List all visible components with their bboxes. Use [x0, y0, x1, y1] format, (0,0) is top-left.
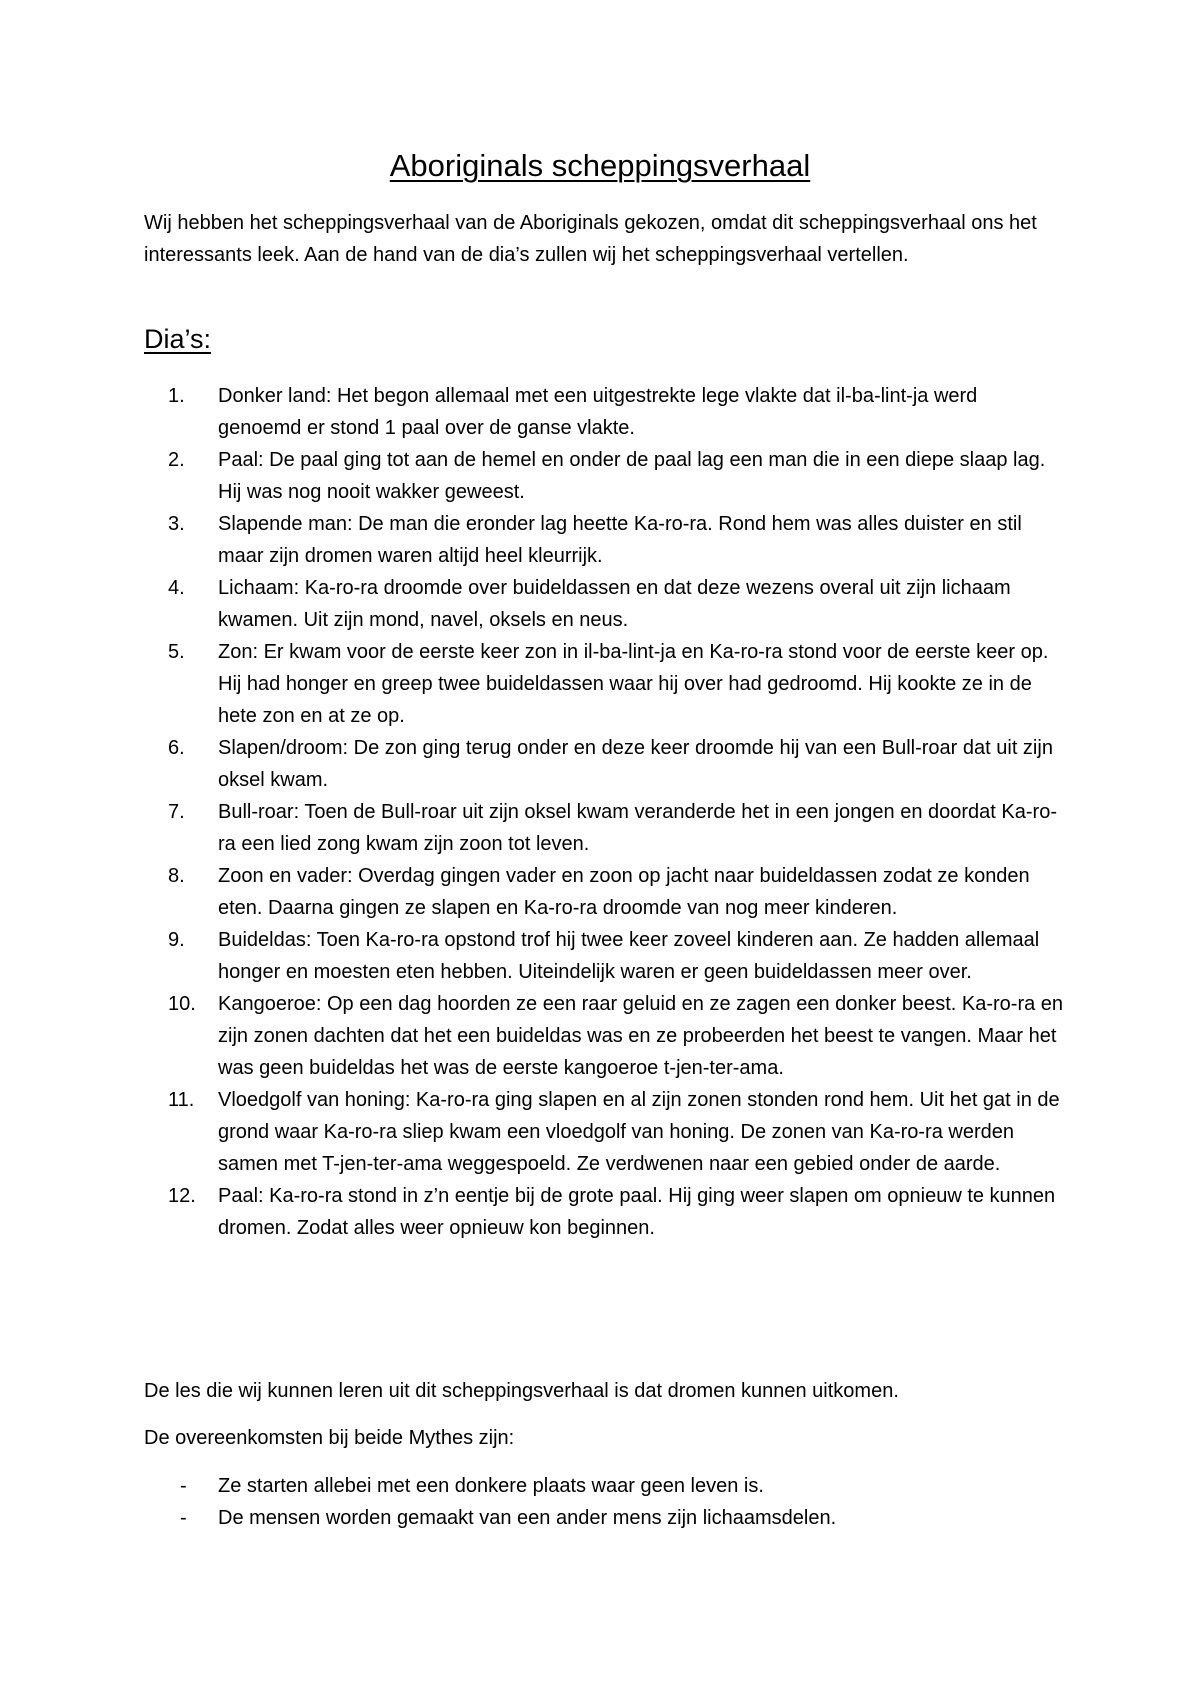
dia-text: Zon: Er kwam voor de eerste keer zon in il-ba-lint-ja en Ka-ro-ra stond voor de eerste keer op. Hij had honger en greep twee buideldassen waar hij over had gedroomd. Hij kookte ze in de hete zon en at ze op.: [218, 641, 1049, 727]
dia-number: 9.: [168, 929, 185, 951]
dia-number: 4.: [168, 577, 185, 599]
dia-item: [144, 636, 1064, 732]
dia-text: Donker land: Het begon allemaal met een uitgestrekte lege vlakte dat il-ba-lint-ja werd genoemd er stond 1 paal over de ganse vlakte.: [218, 385, 978, 439]
dia-item: [144, 796, 1064, 860]
dia-item: [144, 572, 1064, 636]
dia-number: 7.: [168, 801, 185, 823]
dia-number: 12.: [168, 1185, 196, 1207]
similarity-text: De mensen worden gemaakt van een ander mens zijn lichaamsdelen.: [218, 1507, 837, 1529]
similarity-text: Ze starten allebei met een donkere plaats waar geen leven is.: [218, 1475, 764, 1497]
similarities-list: [144, 1470, 1064, 1534]
dia-item: [144, 1180, 1064, 1244]
dia-text: Lichaam: Ka-ro-ra droomde over buideldassen en dat deze wezens overal uit zijn lichaam kwamen. Uit zijn mond, navel, oksels en neus.: [218, 577, 1011, 631]
dia-text: Bull-roar: Toen de Bull-roar uit zijn oksel kwam veranderde het in een jongen en doordat Ka-ro-ra een lied zong kwam zijn zoon tot leven.: [218, 801, 1057, 855]
dia-item: [144, 924, 1064, 988]
lesson-paragraph: De les die wij kunnen leren uit dit scheppingsverhaal is dat dromen kunnen uitkomen.: [144, 1380, 899, 1402]
dia-text: Zoon en vader: Overdag gingen vader en zoon op jacht naar buideldassen zodat ze konden eten. Daarna gingen ze slapen en Ka-ro-ra droomde van nog meer kinderen.: [218, 865, 1030, 919]
similarities-intro: De overeenkomsten bij beide Mythes zijn:: [144, 1427, 515, 1449]
dia-text: Buideldas: Toen Ka-ro-ra opstond trof hij twee keer zoveel kinderen aan. Ze hadden allemaal honger en moesten eten hebben. Uiteindelijk waren er geen buideldassen meer over.: [218, 929, 1040, 983]
similarity-item: [144, 1470, 1064, 1502]
dia-text: Kangoeroe: Op een dag hoorden ze een raar geluid en ze zagen een donker beest. Ka-ro-ra en zijn zonen dachten dat het een buideldas was en ze probeerden het beest te vangen. Maar het was geen buideldas het was de eerste kangoeroe t-jen-ter-ama.: [218, 993, 1064, 1079]
document-title: Aboriginals scheppingsverhaal: [389, 148, 811, 183]
dia-number: 5.: [168, 641, 185, 663]
intro-paragraph: Wij hebben het scheppingsverhaal van de Aboriginals gekozen, omdat dit scheppingsverhaal ons het interessants leek. Aan de hand van de dia’s zullen wij het scheppingsverhaal vertellen.: [144, 212, 1037, 266]
dias-heading: Dia’s:: [144, 324, 212, 354]
dia-number: 1.: [168, 385, 185, 407]
dia-item: [144, 860, 1064, 924]
dia-text: Paal: De paal ging tot aan de hemel en onder de paal lag een man die in een diepe slaap lag. Hij was nog nooit wakker geweest.: [218, 449, 1046, 503]
dia-item: [144, 1084, 1064, 1180]
dia-number: 2.: [168, 449, 185, 471]
dia-item: [144, 444, 1064, 508]
dash-bullet: -: [180, 1475, 187, 1497]
dia-text: Paal: Ka-ro-ra stond in z’n eentje bij de grote paal. Hij ging weer slapen om opnieuw te kunnen dromen. Zodat alles weer opnieuw kon beginnen.: [218, 1185, 1056, 1239]
dia-number: 8.: [168, 865, 185, 887]
dia-text: Vloedgolf van honing: Ka-ro-ra ging slapen en al zijn zonen stonden rond hem. Uit het gat in de grond waar Ka-ro-ra sliep kwam een vloedgolf van honing. De zonen van Ka-ro-ra werden samen met T-jen-ter-ama weggespoeld. Ze verdwenen naar een gebied onder de aarde.: [218, 1089, 1060, 1175]
dia-number: 3.: [168, 513, 185, 535]
dia-item: [144, 380, 1064, 444]
dash-bullet: -: [180, 1507, 187, 1529]
dia-text: Slapen/droom: De zon ging terug onder en deze keer droomde hij van een Bull-roar dat uit zijn oksel kwam.: [218, 737, 1053, 791]
dia-number: 11.: [168, 1089, 195, 1111]
dia-text: Slapende man: De man die eronder lag heette Ka-ro-ra. Rond hem was alles duister en stil maar zijn dromen waren altijd heel kleurrijk.: [218, 513, 1022, 567]
dia-item: [144, 988, 1064, 1084]
dia-number: 6.: [168, 737, 185, 759]
dia-item: [144, 508, 1064, 572]
dia-item: [144, 732, 1064, 796]
dia-number: 10.: [168, 993, 196, 1015]
dias-list: [144, 380, 1064, 1244]
similarity-item: [144, 1502, 1064, 1534]
